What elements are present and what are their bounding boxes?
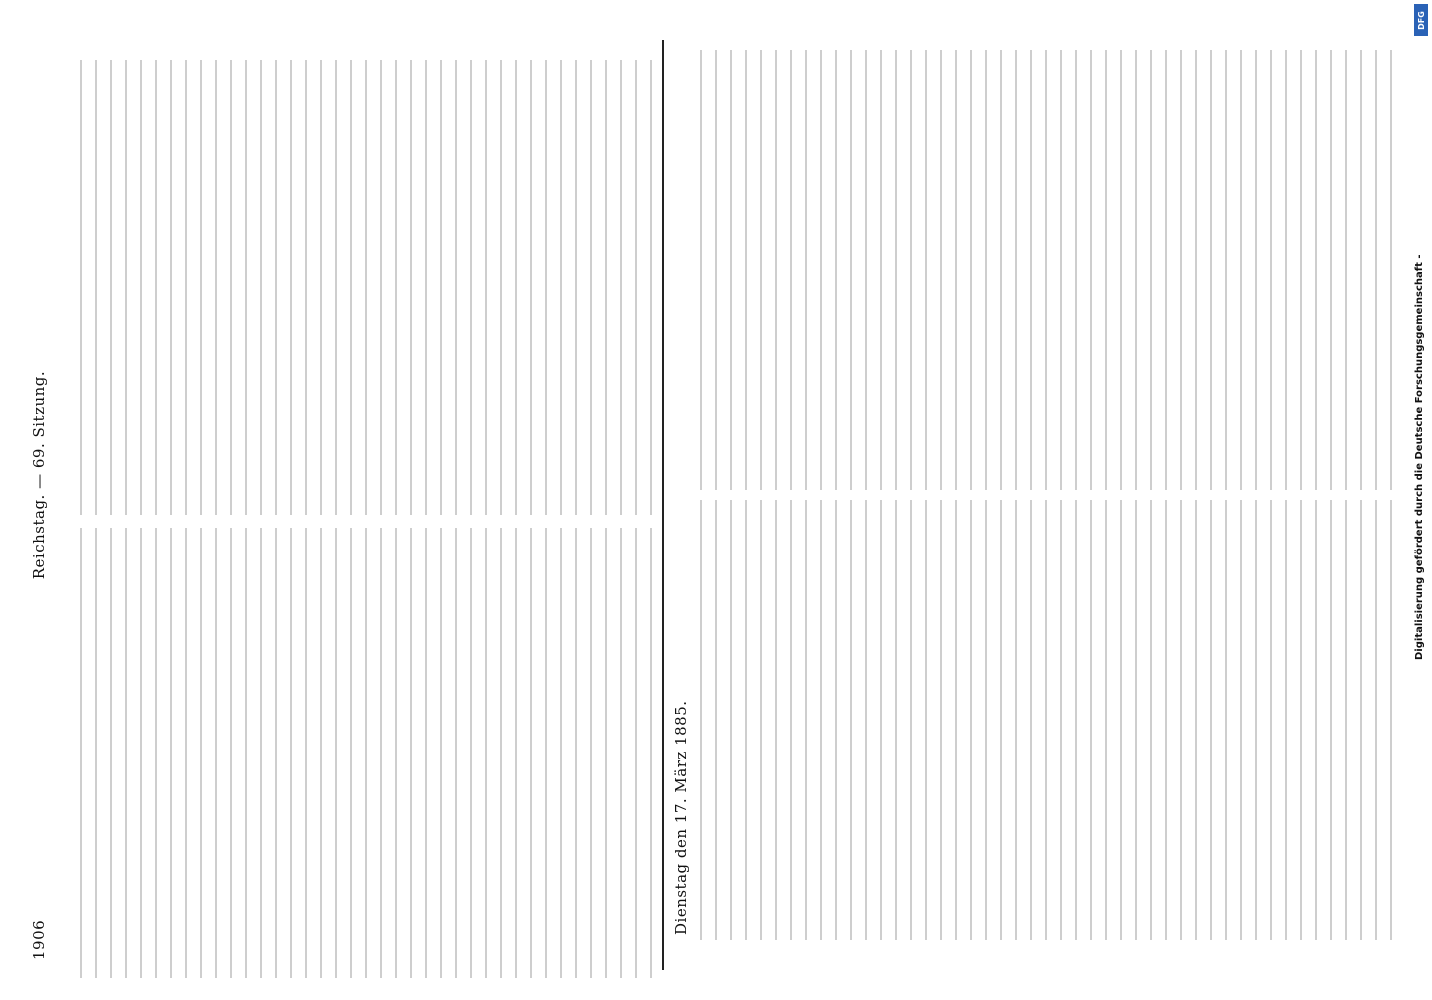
- left-header-title: Reichstag. — 69. Sitzung.: [30, 370, 48, 580]
- center-divider: [662, 40, 664, 970]
- right-header-title: Dienstag den 17. März 1885.: [672, 700, 690, 935]
- dfg-logo: DFG: [1414, 4, 1428, 36]
- right-column-text-lower: [700, 500, 1400, 940]
- funding-note: Digitalisierung gefördert durch die Deutsche Forschungsgemeinschaft -: [1414, 254, 1425, 660]
- right-column-text: [700, 50, 1400, 490]
- right-page-header: [672, 700, 690, 935]
- left-page-header: [30, 371, 48, 960]
- left-column-lower-text: [80, 528, 660, 978]
- page-number: 1906: [30, 919, 48, 960]
- left-column-upper-text: [80, 60, 660, 515]
